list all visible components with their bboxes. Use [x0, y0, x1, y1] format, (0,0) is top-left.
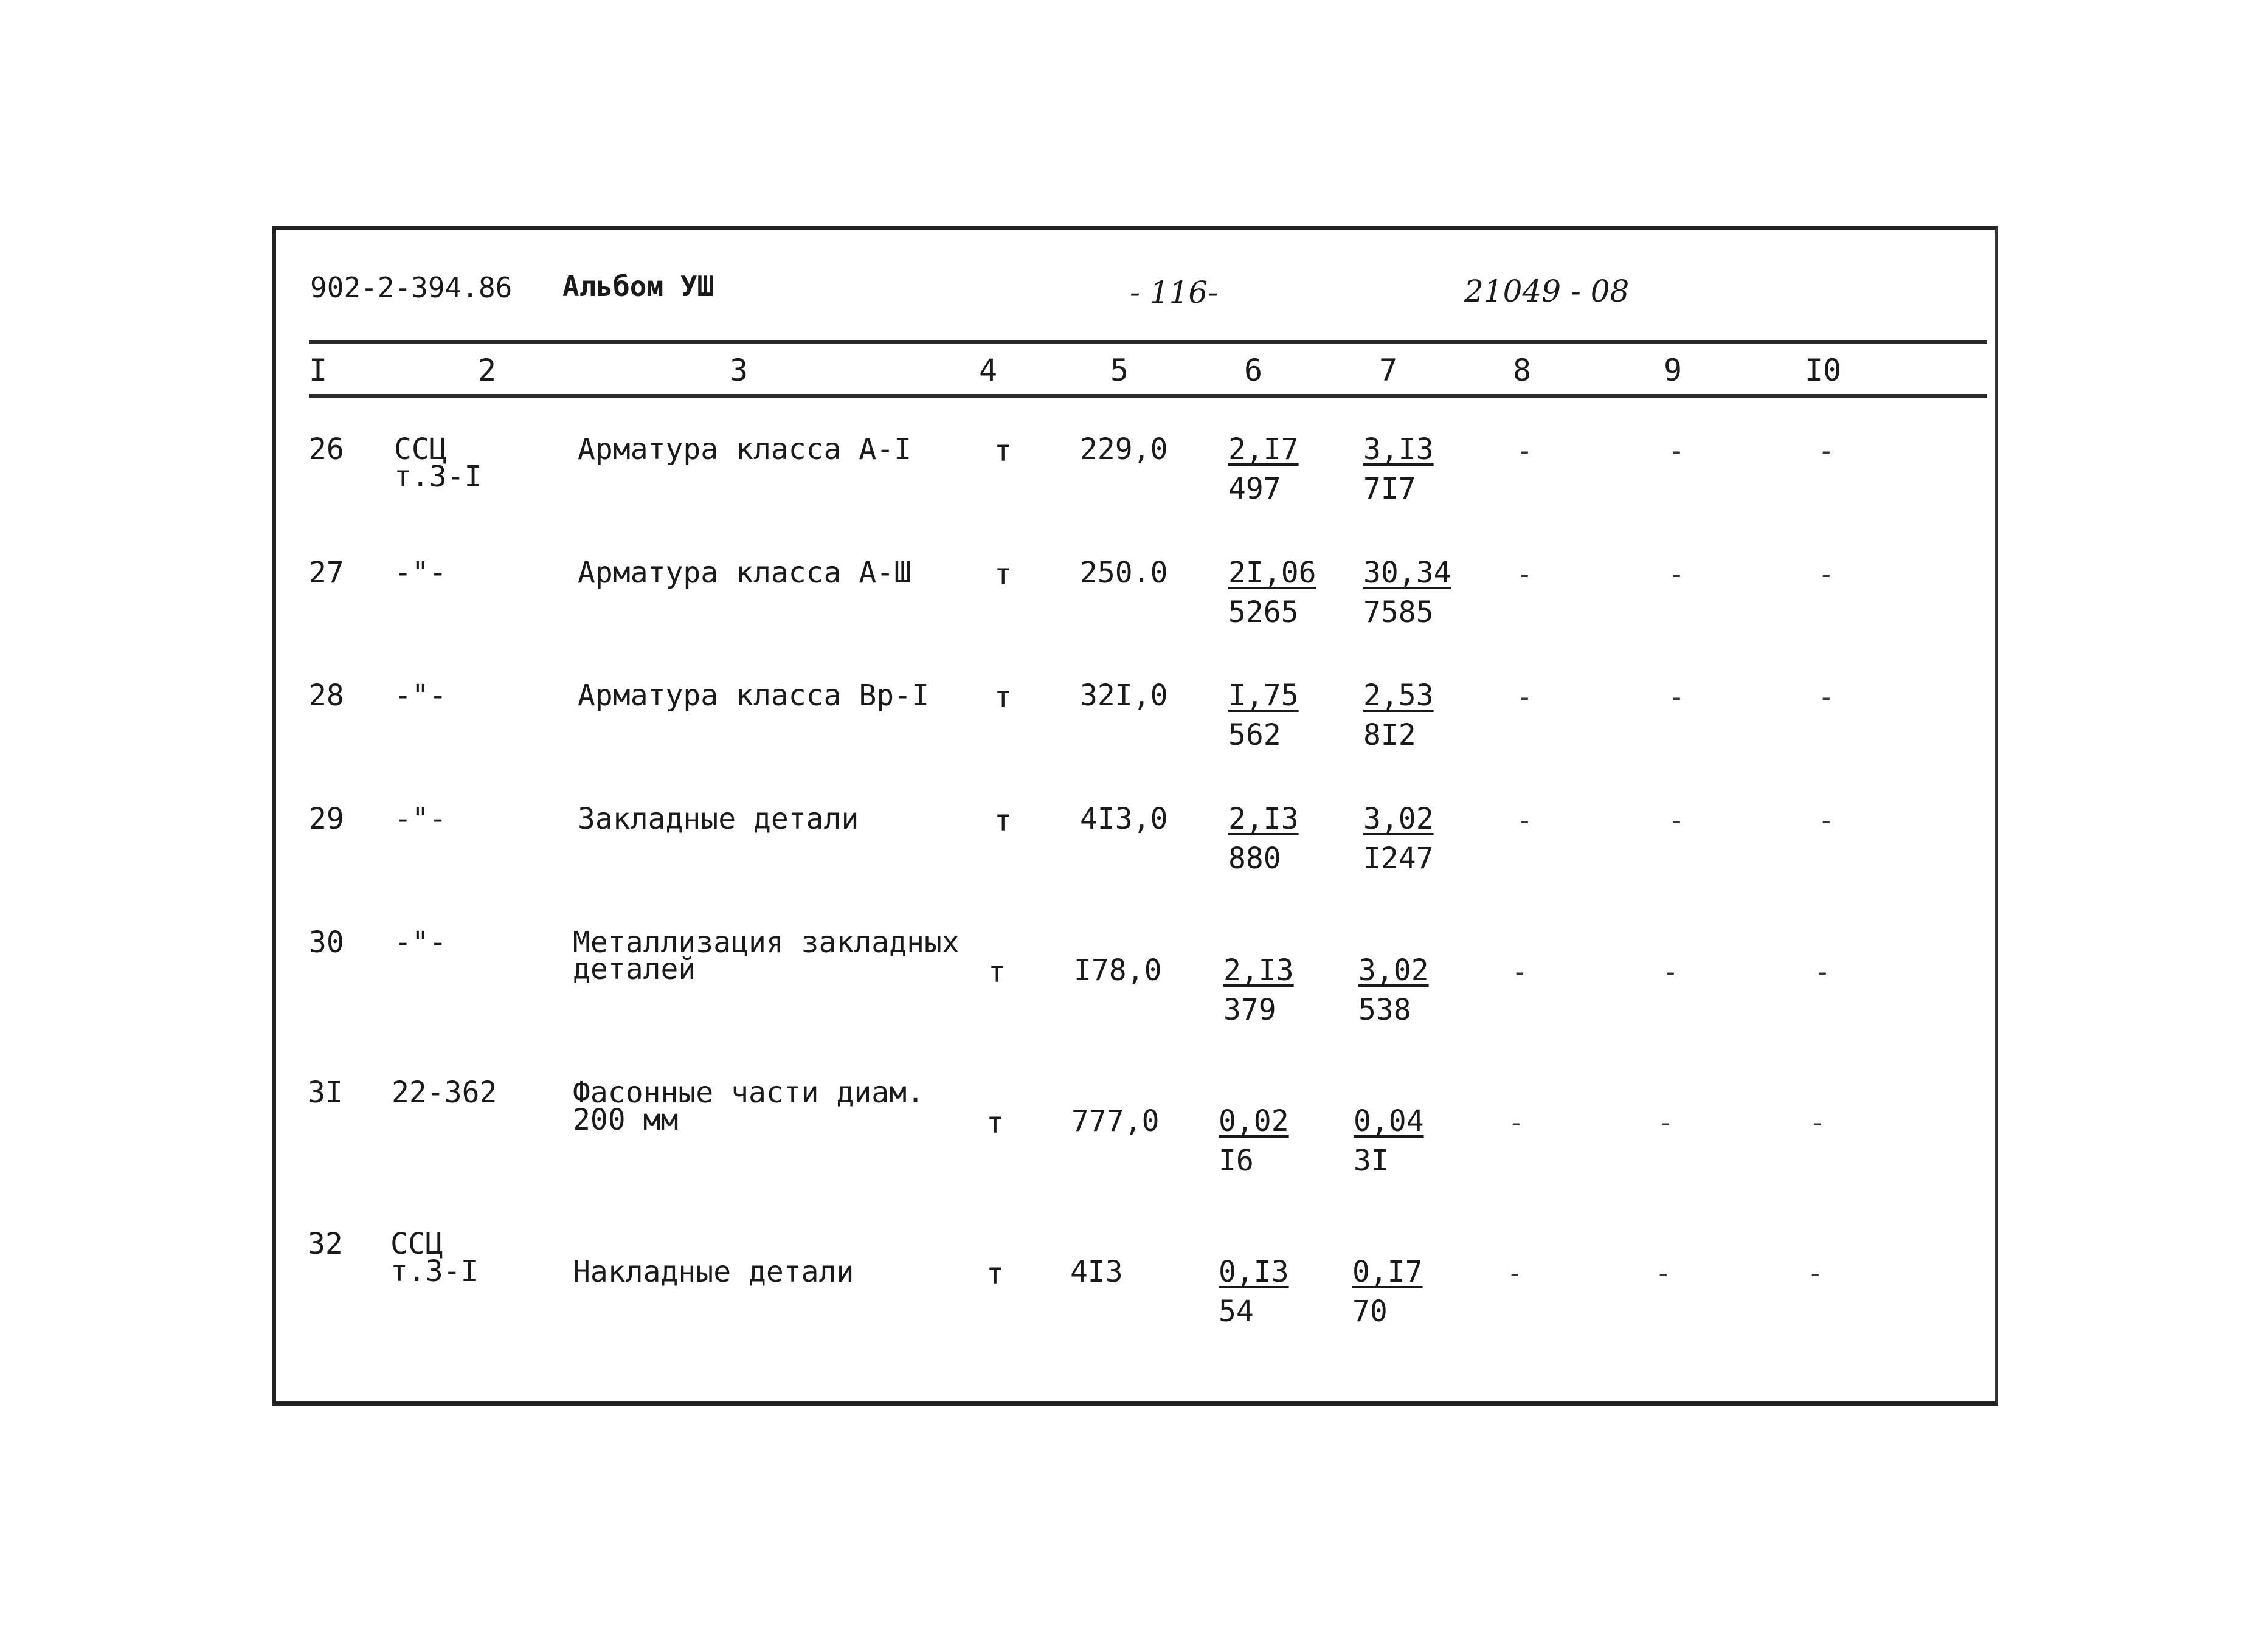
col6-cost: 497	[1228, 472, 1281, 506]
col9-dash: -	[1669, 805, 1685, 836]
col9-dash: -	[1669, 559, 1685, 590]
col10-dash: -	[1814, 956, 1831, 987]
row-reference: -"-	[394, 679, 447, 713]
col7-cost: 7I7	[1363, 472, 1416, 506]
row-unit: т	[994, 804, 1012, 838]
col10-dash: -	[1807, 1258, 1824, 1289]
col6-value: I,75	[1228, 679, 1299, 713]
col6-cost: I6	[1219, 1144, 1254, 1178]
row-quantity: 250.0	[1080, 556, 1168, 590]
col-header-7: 7	[1379, 353, 1398, 388]
row-name-cont: деталей	[573, 952, 696, 986]
col7-cost: 538	[1358, 993, 1411, 1027]
col8-dash: -	[1512, 956, 1528, 987]
col-header-3: 3	[730, 353, 749, 388]
row-name: Накладные детали	[573, 1255, 854, 1289]
row-quantity: I78,0	[1074, 953, 1162, 987]
row-number: 32	[308, 1227, 343, 1261]
col8-dash: -	[1508, 1107, 1524, 1138]
col-header-9: 9	[1664, 353, 1683, 388]
row-name-cont: 200 мм	[573, 1103, 679, 1137]
col7-value: 0,04	[1354, 1104, 1424, 1138]
col10-dash: -	[1818, 559, 1835, 590]
col10-dash: -	[1818, 682, 1835, 713]
col-header-5: 5	[1110, 353, 1129, 388]
col6-value: 2,I3	[1223, 953, 1294, 987]
row-reference: -"-	[394, 556, 447, 590]
col6-value: 2I,06	[1228, 556, 1316, 590]
doc-code: 902-2-394.86	[310, 271, 513, 304]
col7-cost: I247	[1363, 842, 1434, 876]
col10-dash: -	[1818, 805, 1835, 836]
col7-value: 3,02	[1358, 953, 1429, 987]
row-unit: т	[988, 955, 1006, 989]
row-number: 27	[309, 556, 344, 590]
row-number: 29	[309, 802, 344, 836]
col7-cost: 70	[1352, 1294, 1388, 1329]
page-number: - 116-	[1130, 275, 1219, 310]
col6-cost: 880	[1228, 842, 1281, 876]
col9-dash: -	[1658, 1107, 1674, 1138]
row-number: 30	[309, 925, 344, 959]
stamp-number: 21049 - 08	[1464, 274, 1630, 309]
col7-cost: 7585	[1363, 595, 1434, 629]
col-header-1: I	[309, 353, 328, 388]
row-quantity: 777,0	[1071, 1104, 1160, 1138]
row-quantity: 4I3,0	[1080, 802, 1168, 836]
col10-dash: -	[1818, 435, 1835, 466]
col10-dash: -	[1810, 1107, 1826, 1138]
col7-cost: 8I2	[1363, 718, 1416, 752]
col7-value: 2,53	[1363, 679, 1434, 713]
col6-value: 2,I3	[1228, 802, 1299, 836]
col7-value: 0,I7	[1352, 1255, 1423, 1289]
col-header-4: 4	[979, 353, 998, 388]
row-name: Арматура класса А-I	[578, 432, 912, 466]
col9-dash: -	[1662, 956, 1679, 987]
row-quantity: 4I3	[1070, 1255, 1123, 1289]
col7-value: 3,I3	[1363, 432, 1434, 466]
col6-value: 2,I7	[1228, 432, 1299, 466]
row-name: Арматура класса А-Ш	[578, 556, 912, 590]
col6-cost: 379	[1223, 993, 1276, 1027]
col-header-6: 6	[1244, 353, 1263, 388]
row-name: Металлизация закладных	[573, 925, 960, 959]
col8-dash: -	[1517, 559, 1533, 590]
row-unit: т	[994, 680, 1012, 714]
col7-value: 3,02	[1363, 802, 1434, 836]
col-header-8: 8	[1513, 353, 1532, 388]
row-name: Арматура класса Вр-I	[578, 679, 929, 713]
col9-dash: -	[1669, 682, 1685, 713]
col8-dash: -	[1507, 1258, 1523, 1289]
row-quantity: 229,0	[1080, 432, 1168, 466]
col9-dash: -	[1655, 1258, 1672, 1289]
row-name: Закладные детали	[578, 802, 859, 836]
row-unit: т	[986, 1257, 1004, 1291]
album-label: Альбом УШ	[562, 270, 714, 303]
header-rule-top	[309, 340, 1987, 344]
row-number: 26	[309, 432, 344, 466]
col7-cost: 3I	[1354, 1144, 1389, 1178]
row-number: 28	[309, 679, 344, 713]
row-reference-sub: т.3-I	[390, 1254, 479, 1288]
col6-cost: 562	[1228, 718, 1281, 752]
row-reference: 22-362	[392, 1076, 497, 1110]
row-reference-sub: т.3-I	[394, 460, 482, 494]
col8-dash: -	[1517, 435, 1533, 466]
col7-value: 30,34	[1363, 556, 1451, 590]
row-quantity: 32I,0	[1080, 679, 1168, 713]
col6-value: 0,02	[1219, 1104, 1289, 1138]
row-reference: -"-	[394, 925, 447, 959]
row-unit: т	[986, 1106, 1004, 1140]
row-reference: ССЦ	[394, 432, 447, 466]
header-rule-bottom	[309, 394, 1987, 398]
row-reference: ССЦ	[390, 1227, 443, 1261]
col8-dash: -	[1517, 682, 1533, 713]
row-unit: т	[994, 434, 1012, 468]
col6-cost: 54	[1219, 1294, 1254, 1329]
col8-dash: -	[1517, 805, 1533, 836]
col-header-10: I0	[1805, 353, 1842, 388]
row-unit: т	[994, 558, 1012, 592]
col6-cost: 5265	[1228, 595, 1299, 629]
row-number: 3I	[308, 1076, 343, 1110]
col6-value: 0,I3	[1219, 1255, 1289, 1289]
row-reference: -"-	[394, 802, 447, 836]
row-name: Фасонные части диам.	[573, 1076, 924, 1110]
col-header-2: 2	[478, 353, 497, 388]
col9-dash: -	[1669, 435, 1685, 466]
